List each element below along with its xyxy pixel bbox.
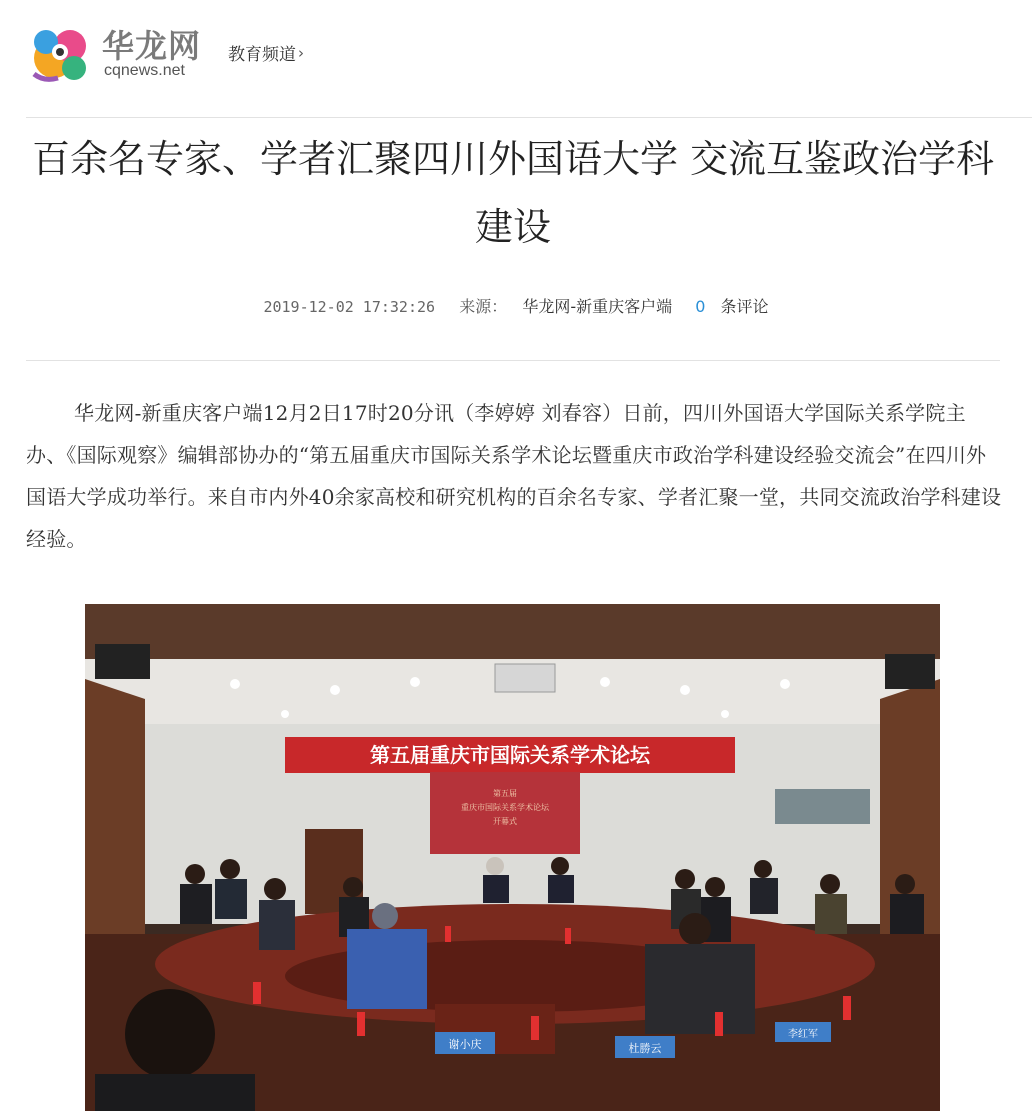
article-photo	[85, 604, 940, 1111]
screen-line-3: 开幕式	[493, 817, 517, 826]
source-name: 华龙网-新重庆客户端	[522, 297, 673, 316]
dragon-logo-icon	[24, 16, 98, 88]
left-wall	[85, 679, 145, 974]
comment-label: 条评论	[720, 297, 769, 316]
banner-text: 第五届重庆市国际关系学术论坛	[370, 743, 650, 767]
source-label: 来源：	[459, 297, 508, 316]
conference-room-photo	[85, 604, 940, 1111]
speaker-left	[95, 644, 150, 679]
window	[775, 789, 870, 824]
article-paragraph: 华龙网-新重庆客户端12月2日17时20分讯（李婷婷 刘春容）日前，四川外国语大学国际关系学院主办、《国际观察》编辑部协办的“第五届重庆市国际关系学术论坛暨重庆市政治学科建设经验交流会”在四川外国语大学成功举行。来自市内外40余家高校和研究机构的百余名专家、学者汇聚一堂，共同交流政治学科建设经验。	[26, 401, 1002, 551]
chevron-right-icon: ›	[298, 43, 304, 62]
article-meta	[0, 295, 1032, 319]
site-logo[interactable]	[24, 16, 224, 88]
channel-link-label: 教育频道	[228, 45, 296, 65]
nameplate-3-text: 李红军	[788, 1029, 818, 1040]
site-header	[0, 0, 1032, 100]
screen-line-1: 第五届	[493, 789, 517, 798]
ac-unit	[495, 664, 555, 692]
publish-time: 2019-12-02 17:32:26	[263, 298, 436, 316]
nameplate-1-text: 谢小庆	[448, 1038, 482, 1051]
header-divider	[26, 117, 1032, 118]
meta-divider	[26, 360, 1000, 361]
speaker-right	[885, 654, 935, 689]
projector-screen	[430, 772, 580, 854]
screen-line-2: 重庆市国际关系学术论坛	[461, 803, 549, 812]
comment-count-link[interactable]: 0	[695, 297, 706, 316]
article-title: 百余名专家、学者汇聚四川外国语大学 交流互鉴政治学科建设	[31, 137, 995, 249]
nameplate-2-text: 杜勝云	[628, 1042, 662, 1055]
channel-link-education[interactable]	[228, 40, 304, 65]
logo-english-text: cqnews.net	[104, 62, 185, 79]
logo-chinese-text: 华龙网	[102, 28, 202, 64]
